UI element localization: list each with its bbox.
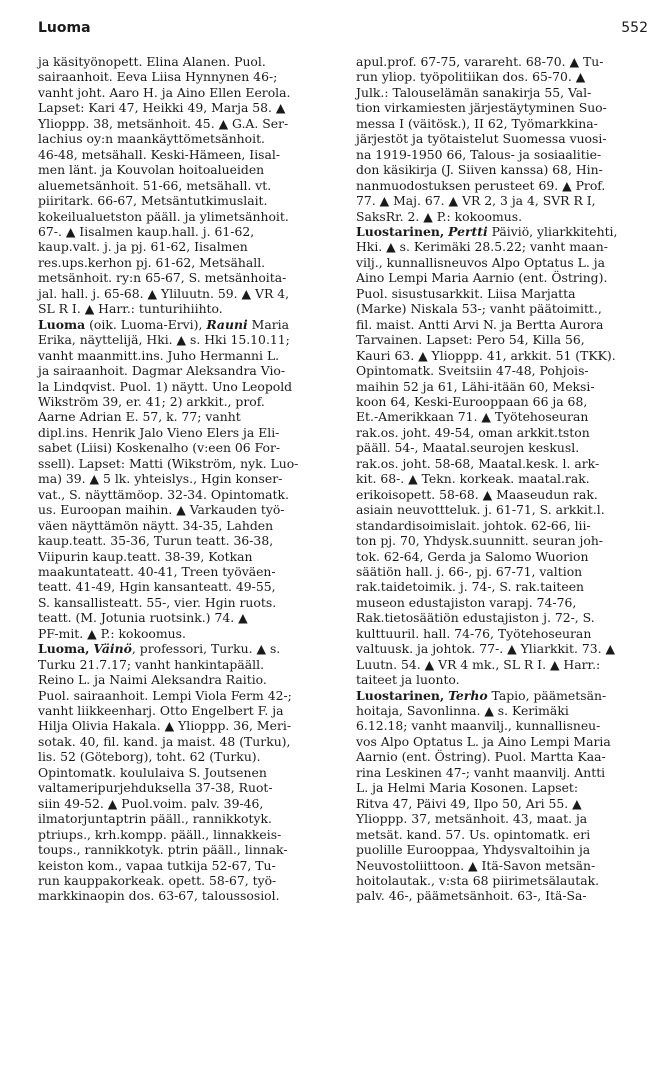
text-line: vat., S. näyttämöop. 32-34. Opintomatk. (38, 486, 289, 502)
text-line: rina Leskinen 47-; vanht maanvilj. Antti (356, 764, 606, 780)
text-line: Rak.tietosäätiön edustajiston j. 72-, S. (356, 610, 595, 626)
text-line: ja sairaanhoit. Dagmar Aleksandra Vio- (38, 363, 286, 379)
text-line: Reino L. ja Naimi Aleksandra Raitio. (38, 672, 267, 688)
text-line: Aarnio (ent. Östring). Puol. Martta Kaa- (356, 749, 606, 765)
text-line: teatt. 41-49, Hgin kansanteatt. 49-55, (38, 579, 276, 595)
text-line: run kauppakorkeak. opett. 58-67, työ- (38, 873, 277, 889)
text-line: Luoma (oik. Luoma-Ervi), Rauni Maria (38, 316, 289, 332)
text-line: Viipurin kaup.teatt. 38-39, Kotkan (38, 548, 253, 564)
text-line: kaup.valt. j. ja pj. 61-62, Iisalmen (38, 239, 248, 255)
entry-surname: Luoma (38, 316, 86, 332)
text-line: valtameripurjehduksella 37-38, Ruot- (38, 780, 273, 796)
text-line: Tarvainen. Lapset: Pero 54, Killa 56, (356, 332, 585, 348)
text-line: Luoma, Väinö, professori, Turku. ▲ s. (38, 641, 281, 657)
text-line: maihin 52 ja 61, Lähi-itään 60, Meksi- (356, 378, 595, 394)
text-line: run yliop. työpolitiikan dos. 65-70. ▲ (356, 69, 586, 85)
entry-given-name: Pertti (448, 223, 488, 239)
text-line: rak.os. joht. 58-68, Maatal.kesk. l. ark- (356, 455, 600, 471)
text-line: S. kansallisteatt. 55-, vier. Hgin ruots. (38, 594, 277, 610)
text-line: hoitolautak., v:sta 68 piirimetsälautak. (356, 873, 600, 889)
text-line: asiain neuvottteluk. j. 61-71, S. arkkit.l. (356, 502, 605, 518)
text-line: Hki. ▲ s. Kerimäki 28.5.22; vanht maan- (356, 239, 608, 255)
running-header (38, 20, 648, 40)
text-line: metsät. kand. 57. Us. opintomatk. eri (356, 826, 591, 842)
text-line: don käsikirja (J. Siiven kanssa) 68, Hin- (356, 162, 603, 178)
text-line: kokeilualuetston pääll. ja ylimetsänhoit. (38, 208, 289, 224)
text-line: keiston kom., vapaa tutkija 52-67, Tu- (38, 857, 276, 873)
text-line: SL R I. ▲ Harr.: tunturihiihto. (38, 301, 223, 317)
text-line: standardisoimislait. johtok. 62-66, lii- (356, 517, 591, 533)
text-line: Ritva 47, Päivi 49, Ilpo 50, Ari 55. ▲ (356, 795, 582, 811)
text-line: L. ja Helmi Maria Kosonen. Lapset: (356, 780, 579, 796)
entry-surname: Luoma, (38, 641, 90, 657)
entry-surname: Luostarinen, (356, 223, 445, 239)
text-line: us. Euroopan maihin. ▲ Varkauden työ- (38, 502, 285, 518)
text-line: na 1919-1950 66, Talous- ja sosiaalitie- (356, 146, 602, 162)
text-line: la Lindqvist. Puol. 1) näytt. Uno Leopold (38, 378, 293, 394)
text-line: Kauri 63. ▲ Ylioppp. 41, arkkit. 51 (TKK). (356, 347, 616, 363)
text-line: aluemetsänhoit. 51-66, metsähall. vt. (38, 177, 272, 193)
text-line: Luostarinen, Terho Tapio, päämetsän- (356, 687, 607, 703)
text-line: lis. 52 (Göteborg), toht. 62 (Turku). (38, 749, 261, 765)
text-line: taiteet ja luonto. (356, 672, 460, 688)
text-line: Aarne Adrian E. 57, k. 77; vanht (38, 409, 241, 425)
text-line: Hilja Olivia Hakala. ▲ Ylioppp. 36, Meri- (38, 718, 292, 734)
text-line: vanht maanmitt.ins. Juho Hermanni L. (38, 347, 280, 363)
entry-given-name: Väinö (93, 641, 132, 657)
text-line: puolille Eurooppaa, Yhdysvaltoihin ja (356, 842, 591, 858)
text-line: Et.-Amerikkaan 71. ▲ Työtehoseuran (356, 409, 589, 425)
entry-surname: Luostarinen, (356, 687, 445, 703)
text-line: maakuntateatt. 40-41, Treen työväen- (38, 563, 276, 579)
text-line: Aino Lempi Maria Aarnio (ent. Östring). (356, 270, 608, 286)
text-line: Julk.: Talouselämän sanakirja 55, Val- (356, 84, 592, 100)
text-line: kulttuuril. hall. 74-76, Työtehoseuran (356, 625, 592, 641)
text-line: Luutn. 54. ▲ VR 4 mk., SL R I. ▲ Harr.: (356, 656, 601, 672)
text-line: (Marke) Niskala 53-; vanht päätoimitt., (356, 301, 602, 317)
text-line: väen näyttämön näytt. 34-35, Lahden (38, 517, 274, 533)
text-line: Puol. sairaanhoit. Lempi Viola Ferm 42-; (38, 687, 292, 703)
text-line: ptriups., krh.kompp. pääll., linnakkeis- (38, 826, 282, 842)
entry-given-name: Rauni (206, 316, 248, 332)
text-line: pääll. 54-, Maatal.seurojen keskusl. (356, 440, 580, 456)
text-line: 67-. ▲ Iisalmen kaup.hall. j. 61-62, (38, 223, 255, 239)
text-line: lachius oy:n maankäyttömetsänhoit. (38, 131, 265, 147)
text-line: erikoisopett. 58-68. ▲ Maaseudun rak. (356, 486, 598, 502)
text-line: hoitaja, Savonlinna. ▲ s. Kerimäki (356, 703, 569, 719)
text-line: ilmatorjuntaptrin pääll., rannikkotyk. (38, 811, 272, 827)
text-line: kit. 68-. ▲ Tekn. korkeak. maatal.rak. (356, 471, 590, 487)
text-line: piiritark. 66-67, Metsäntutkimuslait. (38, 193, 268, 209)
left-column (38, 54, 330, 904)
text-line: Lapset: Kari 47, Heikki 49, Marja 58. ▲ (38, 100, 286, 116)
text-line: Erika, näyttelijä, Hki. ▲ s. Hki 15.10.11; (38, 332, 290, 348)
text-line: kaup.teatt. 35-36, Turun teatt. 36-38, (38, 533, 274, 549)
text-line: Wikström 39, er. 41; 2) arkkit., prof. (38, 393, 265, 409)
text-line: SaksRr. 2. ▲ P.: kokoomus. (356, 208, 523, 224)
text-line: dipl.ins. Henrik Jalo Vieno Elers ja Eli- (38, 424, 280, 440)
text-line: valtuusk. ja johtok. 77-. ▲ Yliarkkit. 73. ▲ (356, 641, 616, 657)
text-line: Ylioppp. 37, metsänhoit. 43, maat. ja (356, 811, 588, 827)
text-line: apul.prof. 67-75, varareht. 68-70. ▲ Tu- (356, 54, 604, 69)
text-line: palv. 46-, päämetsänhoit. 63-, Itä-Sa- (356, 888, 587, 904)
text-line: nanmuodostuksen perusteet 69. ▲ Prof. (356, 177, 606, 193)
running-head: Luoma (38, 20, 91, 36)
text-line: ma) 39. ▲ 5 lk. yhteislys., Hgin konser- (38, 471, 283, 487)
text-line: sairaanhoit. Eeva Liisa Hynnynen 46-; (38, 69, 278, 85)
entry-given-name: Terho (448, 687, 488, 703)
text-line: vilj., kunnallisneuvos Alpo Optatus L. ja (356, 254, 606, 270)
text-line: 77. ▲ Maj. 67. ▲ VR 2, 3 ja 4, SVR R I, (356, 193, 596, 209)
text-line: men länt. ja Kouvolan hoitoalueiden (38, 162, 265, 178)
text-line: säätiön hall. j. 66-, pj. 67-71, valtion (356, 563, 583, 579)
text-line: tok. 62-64, Gerda ja Salomo Wuorion (356, 548, 589, 564)
text-line: messa I (väitösk.), II 62, Työmarkkina- (356, 115, 598, 131)
text-line: Puol. sisustusarkkit. Liisa Marjatta (356, 285, 576, 301)
text-line: vos Alpo Optatus L. ja Aino Lempi Maria (356, 733, 611, 749)
page-number: 552 (621, 20, 648, 36)
text-line: Turku 21.7.17; vanht hankintapääll. (38, 656, 265, 672)
text-line: teatt. (M. Jotunia ruotsink.) 74. ▲ (38, 610, 248, 626)
right-column (356, 54, 648, 904)
text-line: Opintomatk. Sveitsiin 47-48, Pohjois- (356, 363, 589, 379)
text-line: Opintomatk. koululaiva S. Joutsenen (38, 764, 267, 780)
text-line: sabet (Liisi) Koskenalho (v:een 06 For- (38, 440, 281, 456)
text-line: markkinaopin dos. 63-67, taloussosiol. (38, 888, 280, 904)
text-line: koon 64, Keski-Eurooppaan 66 ja 68, (356, 393, 588, 409)
text-line: sotak. 40, fil. kand. ja maist. 48 (Turku), (38, 733, 291, 749)
text-line: Ylioppp. 38, metsänhoit. 45. ▲ G.A. Ser- (38, 115, 289, 131)
text-line: ton pj. 70, Yhdysk.suunnitt. seuran joh- (356, 533, 603, 549)
text-line: Luostarinen, Pertti Päiviö, yliarkkitehti, (356, 223, 618, 239)
text-line: vanht joht. Aaro H. ja Aino Ellen Eerola. (38, 84, 291, 100)
text-line: ssell). Lapset: Matti (Wikström, nyk. Luo- (38, 455, 299, 471)
text-line: tion virkamiesten järjestäytyminen Suo- (356, 100, 607, 116)
text-line: järjestöt ja työtaistelut Suomessa vuosi- (356, 131, 607, 147)
text-line: ja käsityönopett. Elina Alanen. Puol. (38, 54, 266, 69)
text-line: rak.os. joht. 49-54, oman arkkit.tston (356, 424, 590, 440)
text-line: metsänhoit. ry:n 65-67, S. metsänhoita- (38, 270, 287, 286)
text-line: 46-48, metsähall. Keski-Hämeen, Iisal- (38, 146, 281, 162)
text-line: vanht liikkeenharj. Otto Engelbert F. ja (38, 703, 284, 719)
text-line: museon edustajiston varapj. 74-76, (356, 594, 577, 610)
text-line: res.ups.kerhon pj. 61-62, Metsähall. (38, 254, 266, 270)
text-line: Neuvostoliittoon. ▲ Itä-Savon metsän- (356, 857, 596, 873)
text-line: siin 49-52. ▲ Puol.voim. palv. 39-46, (38, 795, 264, 811)
text-line: jal. hall. j. 65-68. ▲ Yliluutn. 59. ▲ VR 4, (38, 285, 290, 301)
text-line: rak.taidetoimik. j. 74-, S. rak.taiteen (356, 579, 585, 595)
text-line: 6.12.18; vanht maanvilj., kunnallisneu- (356, 718, 601, 734)
text-line: fil. maist. Antti Arvi N. ja Bertta Aurora (356, 316, 604, 332)
text-line: toups., rannikkotyk. ptrin pääll., linnak- (38, 842, 288, 858)
text-line: PF-mit. ▲ P.: kokoomus. (38, 625, 186, 641)
